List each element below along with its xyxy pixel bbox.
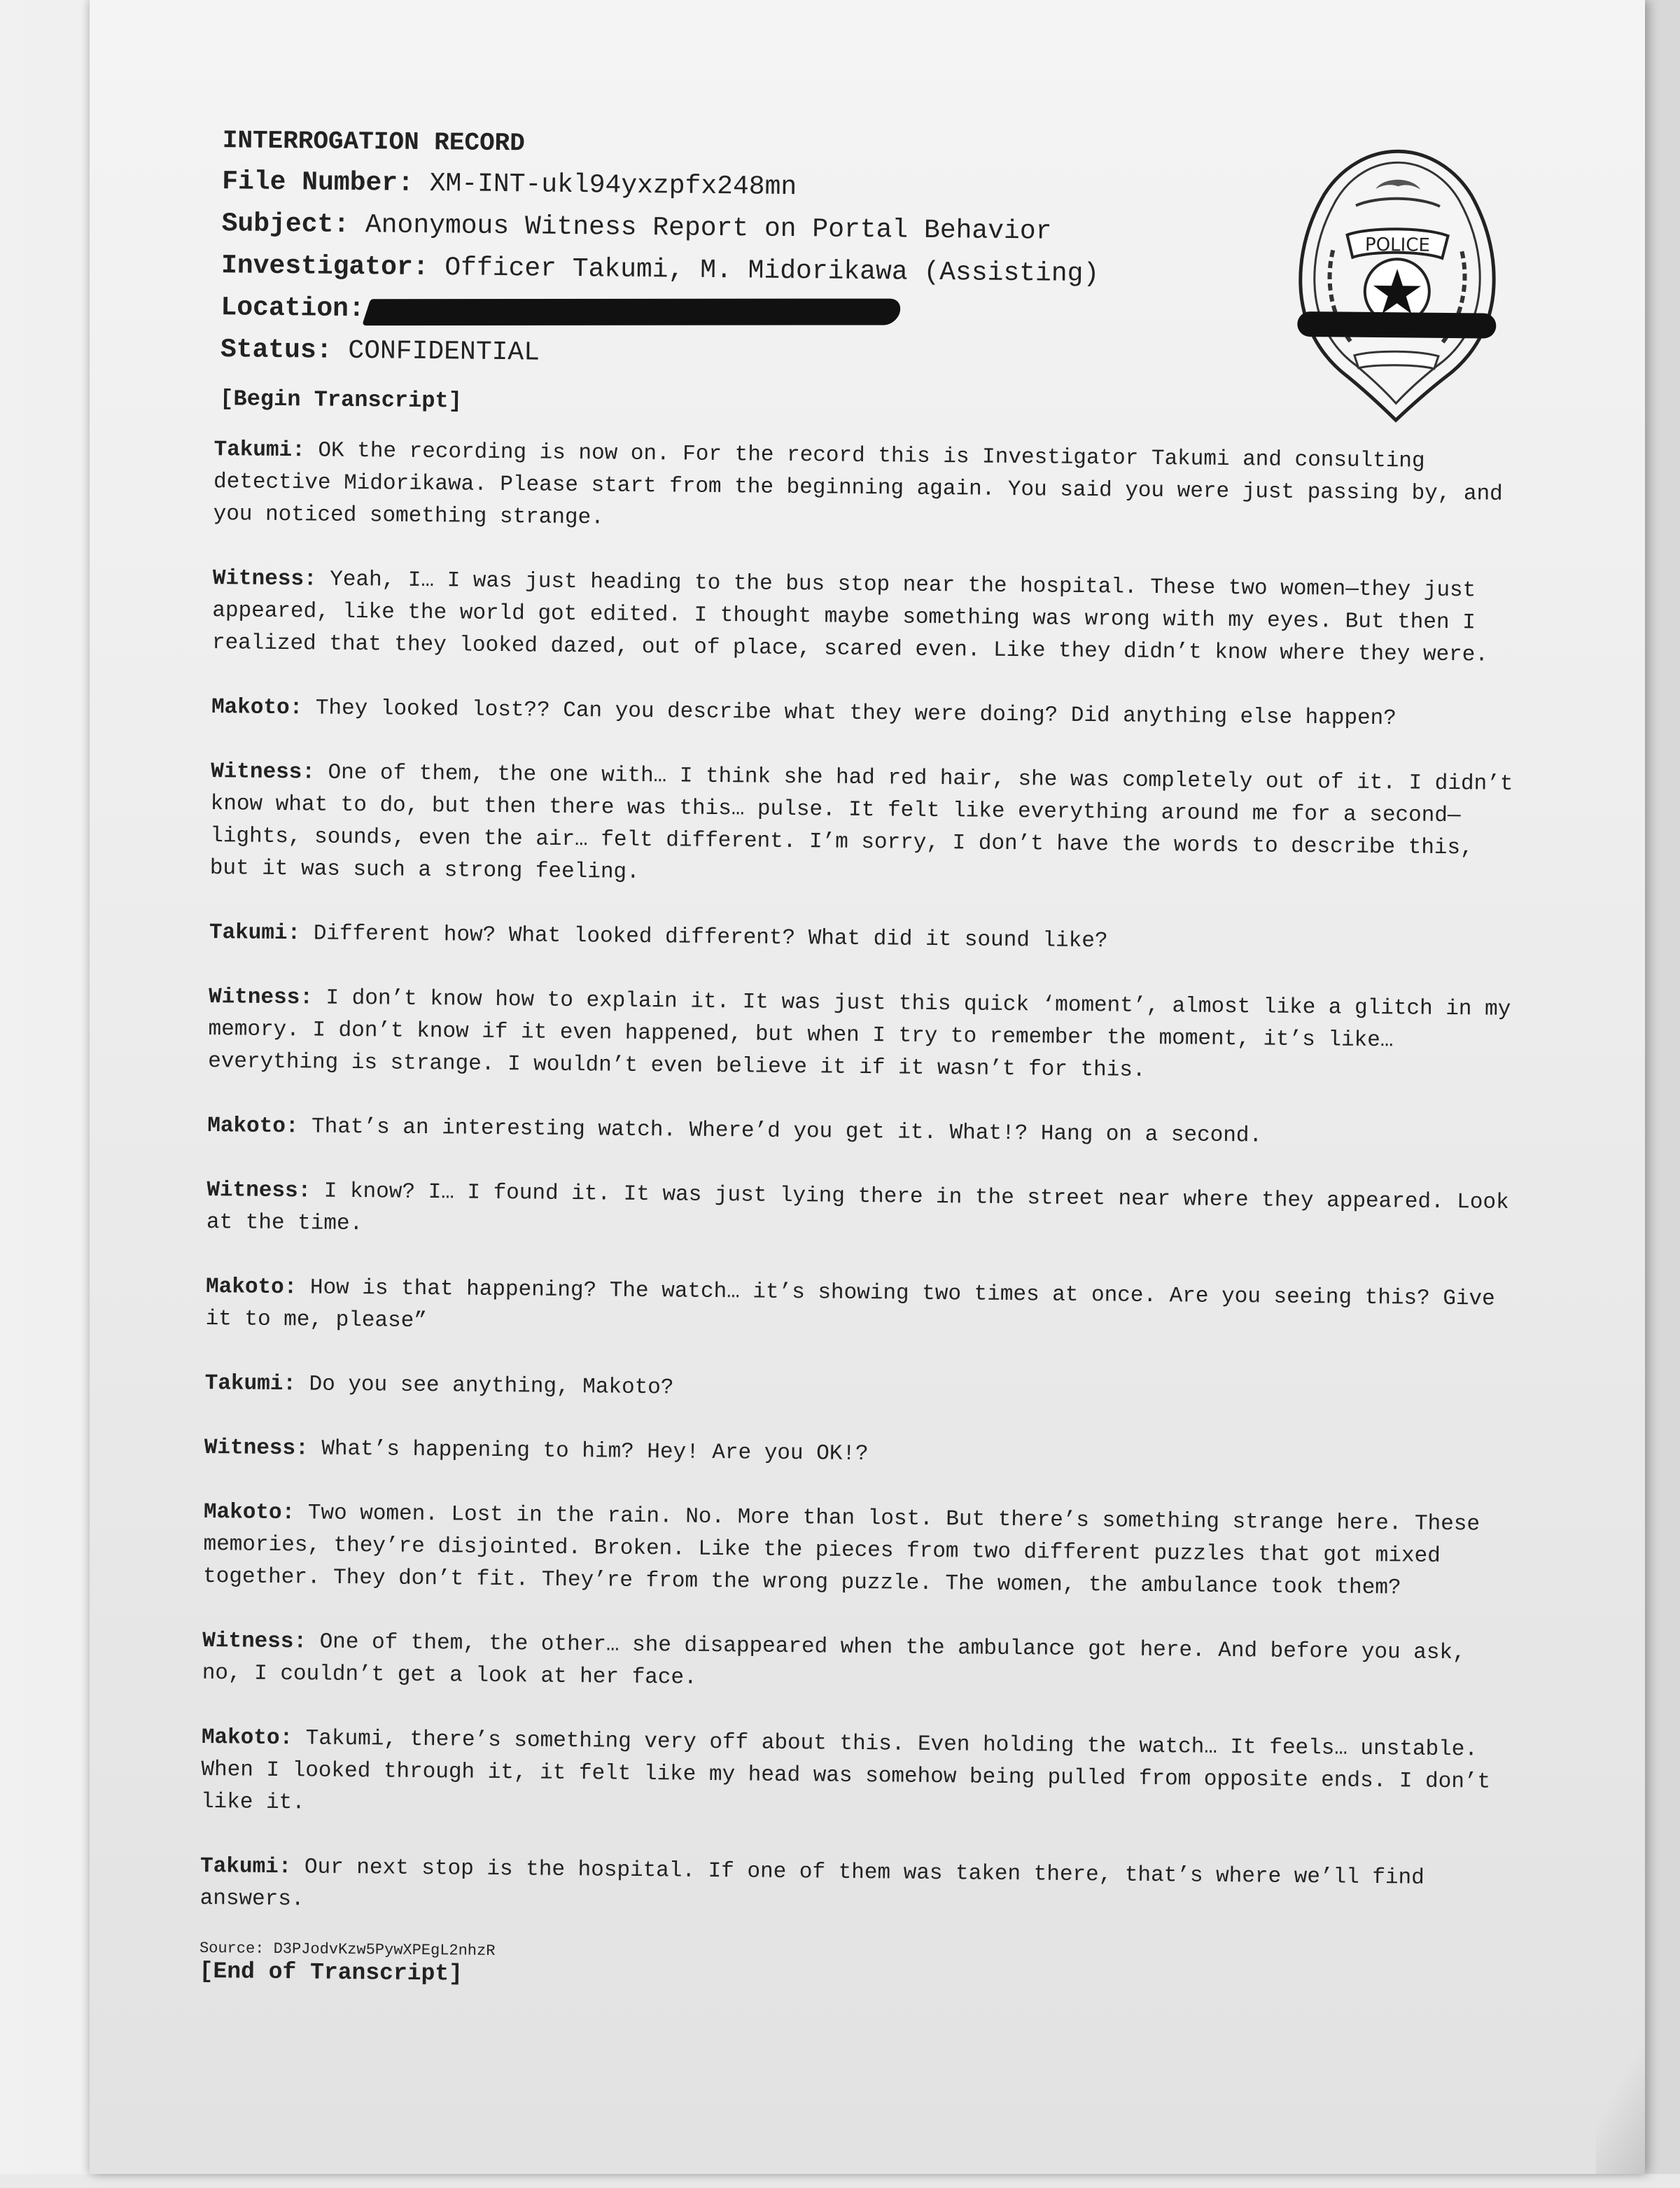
transcript-entry (209, 917, 1518, 962)
subject-value: Anonymous Witness Report on Portal Behavior (349, 209, 1052, 247)
speaker-name: Witness: (206, 1178, 312, 1204)
end-transcript-tag: [End of Transcript] (199, 1958, 463, 1987)
speaker-name: Makoto: (201, 1725, 293, 1751)
entry-text: How is that happening? The watch… it’s showing two times at once. Are you seeing this? Give it to me, please” (205, 1275, 1495, 1334)
transcript-entry (200, 1851, 1509, 1928)
location-label: Location: (220, 293, 365, 325)
record-header (220, 120, 1315, 430)
entry-text: One of them, the other… she disappeared when the ambulance got here. And before you ask, no, I couldn’t get a look at her face. (202, 1629, 1466, 1690)
entry-text: Yeah, I… I was just heading to the bus stop near the hospital. These two women—they just appeared, like the world got edited. I thought maybe something was wrong with my eyes. But then I realized that they looked dazed, out of place, scared even. Like they didn’t know where they were. (211, 567, 1489, 668)
speaker-name: Takumi: (200, 1853, 292, 1880)
begin-transcript-tag: [Begin Transcript] (220, 386, 463, 414)
document-title: INTERROGATION RECORD (222, 126, 526, 158)
speaker-name: Witness: (212, 566, 317, 592)
transcript-footer (200, 1939, 1509, 1998)
source-line: Source: D3PJodvKzw5PywXPEgL2nhzR (199, 1939, 496, 1961)
file-number-value: XM-INT-ukl94yxzpfx248mn (413, 168, 797, 203)
badge-label: POLICE (1364, 234, 1431, 256)
investigator-value: Officer Takumi, M. Midorikawa (Assisting) (428, 253, 1100, 290)
transcript-entry (206, 1174, 1516, 1251)
transcript-entry (208, 981, 1518, 1091)
entry-text: Different how? What looked different? What did it sound like? (300, 921, 1108, 954)
speaker-name: Takumi: (214, 437, 305, 463)
transcript-entry (202, 1625, 1512, 1702)
speaker-name: Witness: (204, 1436, 309, 1461)
speaker-name: Makoto: (207, 1114, 299, 1139)
transcript-entry (211, 692, 1520, 736)
speaker-name: Witness: (202, 1628, 307, 1655)
speaker-name: Takumi: (209, 920, 301, 946)
entry-text: One of them, the one with… I think she had red hair, she was completely out of it. I didn’t know what to do, but then there was this… pulse. It felt like everything around me for a second—lights, sounds, even the air… felt different. I’m sorry, I don’t have the words to describe this, but it was such a strong feeling. (209, 760, 1513, 885)
entry-text: Our next stop is the hospital. If one of them was taken there, that’s where we’ll find answers. (200, 1855, 1424, 1912)
status-value: CONFIDENTIAL (332, 335, 540, 368)
entry-text: Two women. Lost in the rain. No. More than lost. But there’s something strange here. These memories, they’re disjointed. Broken. Like the pieces from two different puzzles that got mixed together. They don’t fit. They’re from the wrong puzzle. The women, the ambulance took them? (202, 1501, 1480, 1601)
speaker-name: Makoto: (205, 1275, 298, 1300)
location-redaction-bar (362, 299, 904, 326)
transcript-entry (205, 1368, 1514, 1412)
police-badge-icon (1291, 145, 1504, 427)
speaker-name: Witness: (210, 759, 316, 785)
transcript-body (200, 434, 1523, 1998)
entry-text: Do you see anything, Makoto? (295, 1372, 674, 1401)
speaker-name: Takumi: (204, 1371, 297, 1397)
entry-text: They looked lost?? Can you describe what they were doing? Did anything else happen? (302, 696, 1397, 731)
transcript-entry (213, 434, 1522, 543)
transcript-entry (212, 563, 1522, 672)
file-number-label: File Number: (222, 167, 414, 199)
transcript-entry (210, 756, 1520, 897)
transcript-entry (203, 1496, 1513, 1606)
entry-text: OK the recording is now on. For the record this is Investigator Takumi and consulting detective Midorikawa. Please start from the beginning again. You said you were just passing by, and you noticed something strange. (213, 438, 1503, 531)
entry-text: What’s happening to him? Hey! Are you OK!? (308, 1436, 869, 1467)
transcript-entry (207, 1110, 1516, 1155)
entry-text: I don’t know how to explain it. It was just this quick ‘moment’, almost like a glitch in my memory. I don’t know if it even happened, but when I try to remember the moment, it’s like… everything is strange. I wouldn’t even believe it if it wasn’t for this. (208, 986, 1511, 1083)
speaker-name: Makoto: (211, 695, 303, 721)
entry-text: That’s an interesting watch. Where’d you get it. What!? Hang on a second. (298, 1114, 1263, 1149)
entry-text: Takumi, there’s something very off about this. Even holding the watch… It feels… unstable. When I looked through it, it felt like my head was somehow being pulled from opposite ends. I don’t like it. (200, 1726, 1491, 1816)
status-label: Status: (220, 335, 332, 366)
entry-text: I know? I… I found it. It was just lying there in the street near where they appeared. Look at the time. (206, 1179, 1509, 1237)
speaker-name: Makoto: (203, 1500, 295, 1526)
transcript-entry (205, 1271, 1515, 1348)
transcript-entry (204, 1432, 1513, 1477)
speaker-name: Witness: (208, 985, 314, 1011)
subject-label: Subject: (221, 209, 350, 240)
investigator-label: Investigator: (220, 251, 429, 283)
transcript-entry (201, 1722, 1511, 1831)
